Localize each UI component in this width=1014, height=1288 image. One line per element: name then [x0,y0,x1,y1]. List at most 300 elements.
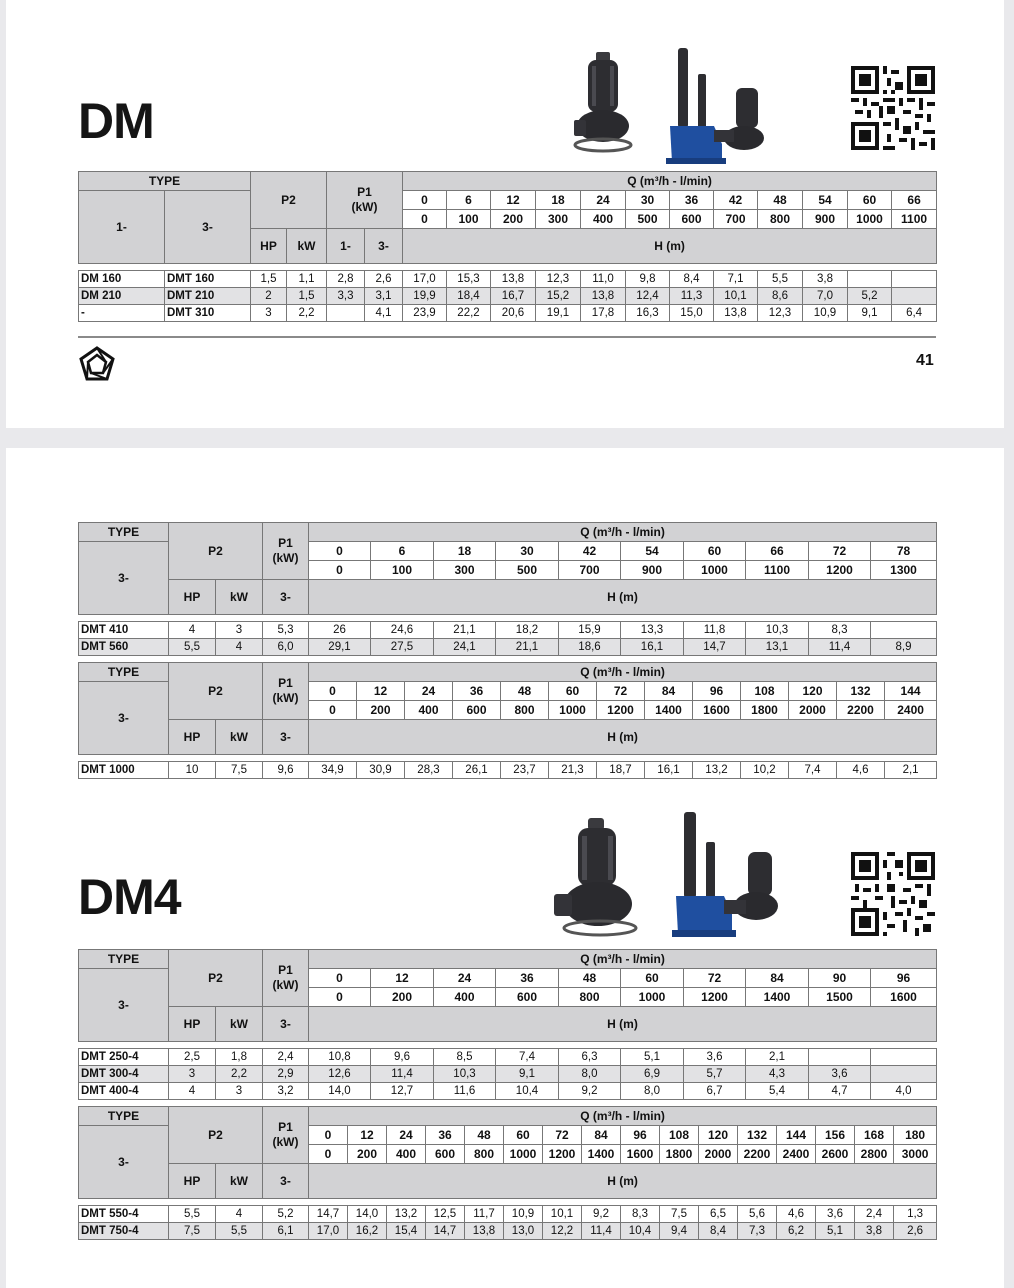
head-value: 3,6 [684,1049,746,1066]
q-lmin-cell: 1000 [504,1145,543,1164]
head-value: 3,8 [855,1223,894,1240]
kw-value: 4 [216,1206,263,1223]
head-value: 23,9 [403,305,447,322]
q-m3h-cell: 60 [549,682,597,701]
head-value: 13,0 [504,1223,543,1240]
head-value: 21,1 [496,639,559,656]
q-m3h-cell: 24 [434,969,496,988]
type-header: TYPE [79,523,169,542]
q-lmin-cell: 700 [714,210,758,229]
head-value: 9,8 [626,271,670,288]
q-lmin-cell: 400 [387,1145,426,1164]
q-m3h-cell: 54 [803,191,848,210]
q-lmin-cell: 500 [626,210,670,229]
q-m3h-cell: 60 [684,542,746,561]
head-value: 7,4 [496,1049,559,1066]
head-value: 5,6 [738,1206,777,1223]
q-lmin-cell: 0 [309,988,371,1007]
p1-three-phase-header: 3- [365,229,403,264]
p1-label: P1 [278,536,293,550]
q-lmin-cell: 0 [403,210,447,229]
head-value: 11,6 [434,1083,496,1100]
q-lmin-cell: 1600 [693,701,741,720]
q-m3h-cell: 6 [447,191,491,210]
model-single-phase: - [79,305,165,322]
kw-header: kW [216,1164,263,1199]
q-lmin-cell: 100 [371,561,434,580]
q-m3h-cell: 36 [426,1126,465,1145]
q-m3h-cell: 72 [809,542,871,561]
q-m3h-cell: 12 [348,1126,387,1145]
hp-header: HP [251,229,287,264]
performance-table-dmt-1000 [78,662,937,779]
p1-unit: (kW) [272,1135,299,1149]
q-lmin-cell: 400 [405,701,453,720]
q-m3h-cell: 30 [626,191,670,210]
q-lmin-cell: 1000 [621,988,684,1007]
table-row [79,622,937,639]
kw-value: 4 [216,639,263,656]
q-lmin-cell: 1200 [543,1145,582,1164]
kw-value: 2,2 [287,305,327,322]
q-m3h-cell: 48 [559,969,621,988]
p1-single-phase-header: 1- [327,229,365,264]
head-value: 22,2 [447,305,491,322]
hp-header: HP [169,1007,216,1042]
head-header: H (m) [309,580,937,615]
p1-label: P1 [278,1120,293,1134]
head-value: 14,0 [348,1206,387,1223]
table-row [79,305,937,322]
q-m3h-cell: 108 [741,682,789,701]
head-value: 11,4 [582,1223,621,1240]
table-row [79,288,937,305]
q-m3h-cell: 84 [645,682,693,701]
q-lmin-cell: 2600 [816,1145,855,1164]
head-value: 10,3 [746,622,809,639]
table-row [79,1223,937,1240]
head-value: 8,5 [434,1049,496,1066]
q-lmin-cell: 1800 [741,701,789,720]
head-value: 12,3 [758,305,803,322]
head-value: 6,5 [699,1206,738,1223]
head-value: 10,1 [543,1206,582,1223]
spacer-row [79,1199,937,1206]
p1-value: 2,9 [263,1066,309,1083]
head-value: 7,3 [738,1223,777,1240]
head-value: 9,1 [848,305,892,322]
q-m3h-cell: 12 [357,682,405,701]
q-lmin-cell: 800 [758,210,803,229]
head-value: 4,7 [809,1083,871,1100]
head-value: 7,1 [714,271,758,288]
three-phase-header: 3- [79,542,169,615]
head-value [871,1066,937,1083]
head-value: 4,0 [871,1083,937,1100]
q-m3h-cell: 60 [504,1126,543,1145]
q-lmin-cell: 1400 [645,701,693,720]
head-value: 18,6 [559,639,621,656]
model-three-phase: DMT 300-4 [79,1066,169,1083]
head-header: H (m) [403,229,937,264]
performance-table-dmt-250-400-4 [78,949,937,1100]
q-lmin-cell: 2800 [855,1145,894,1164]
head-value: 9,2 [582,1206,621,1223]
model-three-phase: DMT 160 [165,271,251,288]
q-lmin-cell: 1200 [809,561,871,580]
kw-value: 1,8 [216,1049,263,1066]
q-m3h-cell: 180 [894,1126,937,1145]
model-three-phase: DMT 1000 [79,762,169,779]
q-lmin-cell: 2400 [885,701,937,720]
hp-header: HP [169,1164,216,1199]
q-m3h-cell: 108 [660,1126,699,1145]
head-value: 14,0 [309,1083,371,1100]
q-lmin-cell: 400 [434,988,496,1007]
q-lmin-cell: 800 [501,701,549,720]
head-value: 20,6 [491,305,536,322]
head-value: 7,5 [660,1206,699,1223]
performance-table-dmt-550-750-4 [78,1106,937,1240]
q-m3h-cell: 84 [746,969,809,988]
type-header: TYPE [79,1107,169,1126]
head-value: 10,8 [309,1049,371,1066]
q-lmin-cell: 2000 [699,1145,738,1164]
kw-value: 7,5 [216,762,263,779]
q-m3h-cell: 0 [309,542,371,561]
head-value: 16,1 [621,639,684,656]
head-value: 12,3 [536,271,581,288]
head-value: 12,2 [543,1223,582,1240]
head-value: 19,1 [536,305,581,322]
head-value: 11,8 [684,622,746,639]
head-value: 18,4 [447,288,491,305]
head-value: 12,4 [626,288,670,305]
head-value: 10,4 [496,1083,559,1100]
p1-label: P1 [278,963,293,977]
kw-header: kW [216,720,263,755]
q-lmin-cell: 1100 [746,561,809,580]
footer-divider [78,336,936,338]
head-value: 16,2 [348,1223,387,1240]
p1-unit: (kW) [272,551,299,565]
head-value: 3,6 [809,1066,871,1083]
kw-value: 1,5 [287,288,327,305]
head-header: H (m) [309,1007,937,1042]
p2-header: P2 [169,1107,263,1164]
p1-value: 5,2 [263,1206,309,1223]
q-m3h-cell: 54 [621,542,684,561]
series-title-dm4: DM4 [78,869,181,925]
head-value: 23,7 [501,762,549,779]
head-value: 34,9 [309,762,357,779]
head-value: 16,7 [491,288,536,305]
head-value: 6,4 [892,305,937,322]
head-value: 13,2 [693,762,741,779]
performance-table-dmt-410-560 [78,522,937,656]
q-lmin-cell: 600 [496,988,559,1007]
head-value: 11,4 [809,639,871,656]
q-m3h-cell: 96 [621,1126,660,1145]
head-value: 21,3 [549,762,597,779]
head-value: 24,1 [434,639,496,656]
q-m3h-cell: 18 [434,542,496,561]
p1-value: 6,1 [263,1223,309,1240]
p1-value: 2,6 [365,271,403,288]
head-value: 8,0 [621,1083,684,1100]
type-header: TYPE [79,663,169,682]
table-row [79,1206,937,1223]
q-lmin-cell: 300 [536,210,581,229]
head-value: 5,1 [621,1049,684,1066]
q-m3h-cell: 60 [621,969,684,988]
head-value: 13,8 [491,271,536,288]
head-value: 2,1 [885,762,937,779]
head-value: 8,9 [871,639,937,656]
q-m3h-cell: 30 [496,542,559,561]
flow-header: Q (m³/h - l/min) [309,663,937,682]
head-value: 10,9 [803,305,848,322]
head-value: 10,3 [434,1066,496,1083]
q-lmin-cell: 800 [465,1145,504,1164]
q-m3h-cell: 48 [501,682,549,701]
type-header: TYPE [79,950,169,969]
head-value: 3,8 [803,271,848,288]
q-m3h-cell: 42 [714,191,758,210]
q-lmin-cell: 0 [309,561,371,580]
p1-three-phase-header: 3- [263,1164,309,1199]
head-value: 4,6 [837,762,885,779]
head-value: 5,5 [758,271,803,288]
head-value: 12,6 [309,1066,371,1083]
head-value: 24,6 [371,622,434,639]
p1-label: P1 [357,185,372,199]
q-lmin-cell: 600 [670,210,714,229]
q-m3h-cell: 120 [789,682,837,701]
q-m3h-cell: 48 [758,191,803,210]
head-value: 9,1 [496,1066,559,1083]
head-value: 26,1 [453,762,501,779]
p1-value [327,305,365,322]
q-lmin-cell: 600 [426,1145,465,1164]
head-value: 28,3 [405,762,453,779]
model-three-phase: DMT 560 [79,639,169,656]
q-m3h-cell: 72 [597,682,645,701]
p1-header [263,1107,309,1164]
head-value: 6,9 [621,1066,684,1083]
q-lmin-cell: 2400 [777,1145,816,1164]
hp-value: 2 [251,288,287,305]
head-value: 26 [309,622,371,639]
q-m3h-cell: 36 [453,682,501,701]
head-value: 13,8 [581,288,626,305]
kw-value: 3 [216,622,263,639]
model-three-phase: DMT 550-4 [79,1206,169,1223]
head-value: 13,8 [714,305,758,322]
q-lmin-cell: 1800 [660,1145,699,1164]
q-m3h-cell: 24 [387,1126,426,1145]
table-row [79,639,937,656]
head-value [871,1049,937,1066]
hp-value: 2,5 [169,1049,216,1066]
q-lmin-cell: 200 [357,701,405,720]
q-lmin-cell: 1200 [684,988,746,1007]
q-m3h-cell: 72 [684,969,746,988]
flow-header: Q (m³/h - l/min) [309,950,937,969]
table-row [79,1049,937,1066]
head-value: 8,3 [809,622,871,639]
q-m3h-cell: 12 [491,191,536,210]
p1-three-phase-header: 3- [263,580,309,615]
q-lmin-cell: 1600 [871,988,937,1007]
hp-value: 1,5 [251,271,287,288]
q-m3h-cell: 0 [309,682,357,701]
head-value: 10,4 [621,1223,660,1240]
catalog-page-42 [6,448,1004,1288]
performance-table-dm [78,171,937,322]
p1-unit: (kW) [272,691,299,705]
q-lmin-cell: 1400 [582,1145,621,1164]
p2-header: P2 [251,172,327,229]
three-phase-header: 3- [79,969,169,1042]
p1-value: 5,3 [263,622,309,639]
head-value: 9,6 [371,1049,434,1066]
q-m3h-cell: 96 [871,969,937,988]
head-value: 13,8 [465,1223,504,1240]
q-lmin-cell: 1500 [809,988,871,1007]
head-value: 4,6 [777,1206,816,1223]
head-value: 8,4 [699,1223,738,1240]
head-value: 21,1 [434,622,496,639]
single-phase-header: 1- [79,191,165,264]
q-lmin-cell: 700 [559,561,621,580]
brand-logo-icon [78,346,116,382]
q-m3h-cell: 66 [892,191,937,210]
q-m3h-cell: 42 [559,542,621,561]
q-lmin-cell: 0 [309,1145,348,1164]
q-m3h-cell: 120 [699,1126,738,1145]
head-value: 15,4 [387,1223,426,1240]
q-lmin-cell: 1000 [848,210,892,229]
q-lmin-cell: 1000 [684,561,746,580]
page-number: 41 [916,352,934,369]
p1-value: 9,6 [263,762,309,779]
head-value: 27,5 [371,639,434,656]
table-row [79,762,937,779]
qr-code[interactable] [851,66,935,150]
p1-value: 2,4 [263,1049,309,1066]
head-value: 7,0 [803,288,848,305]
p1-header [263,523,309,580]
head-value: 15,3 [447,271,491,288]
hp-value: 4 [169,1083,216,1100]
q-m3h-cell: 60 [848,191,892,210]
p2-header: P2 [169,523,263,580]
head-value: 1,3 [894,1206,937,1223]
head-value: 18,2 [496,622,559,639]
hp-value: 5,5 [169,639,216,656]
q-lmin-cell: 1400 [746,988,809,1007]
q-lmin-cell: 300 [434,561,496,580]
head-value: 6,2 [777,1223,816,1240]
hp-value: 3 [169,1066,216,1083]
table-row [79,271,937,288]
q-lmin-cell: 200 [491,210,536,229]
head-value: 14,7 [426,1223,465,1240]
pump-installation-image-dm [662,44,766,166]
head-value: 5,2 [848,288,892,305]
q-lmin-cell: 500 [496,561,559,580]
q-m3h-cell: 132 [738,1126,777,1145]
qr-code[interactable] [851,852,935,936]
flow-header: Q (m³/h - l/min) [309,523,937,542]
q-m3h-cell: 156 [816,1126,855,1145]
head-value: 16,1 [645,762,693,779]
pump-installation-image-dm4 [670,808,782,938]
model-single-phase: DM 160 [79,271,165,288]
head-value [848,271,892,288]
head-value: 10,2 [741,762,789,779]
q-m3h-cell: 168 [855,1126,894,1145]
q-m3h-cell: 48 [465,1126,504,1145]
p1-unit: (kW) [272,978,299,992]
head-value: 8,4 [670,271,714,288]
q-lmin-cell: 1100 [892,210,937,229]
head-value: 8,6 [758,288,803,305]
hp-value: 3 [251,305,287,322]
type-header: TYPE [79,172,251,191]
head-value: 9,4 [660,1223,699,1240]
q-m3h-cell: 0 [309,969,371,988]
head-value: 9,2 [559,1083,621,1100]
kw-value: 5,5 [216,1223,263,1240]
model-three-phase: DMT 410 [79,622,169,639]
q-lmin-cell: 400 [581,210,626,229]
kw-value: 2,2 [216,1066,263,1083]
head-value: 14,7 [684,639,746,656]
q-m3h-cell: 18 [536,191,581,210]
three-phase-header: 3- [79,682,169,755]
p1-unit: (kW) [351,200,378,214]
hp-value: 5,5 [169,1206,216,1223]
head-value: 11,0 [581,271,626,288]
q-lmin-cell: 2200 [738,1145,777,1164]
head-value: 2,4 [855,1206,894,1223]
p1-three-phase-header: 3- [263,1007,309,1042]
p1-header [263,663,309,720]
p1-value: 3,1 [365,288,403,305]
head-value [809,1049,871,1066]
head-value: 29,1 [309,639,371,656]
q-lmin-cell: 200 [348,1145,387,1164]
p1-label: P1 [278,676,293,690]
hp-value: 4 [169,622,216,639]
p1-value: 6,0 [263,639,309,656]
q-lmin-cell: 1600 [621,1145,660,1164]
q-lmin-cell: 1200 [597,701,645,720]
p1-value: 3,2 [263,1083,309,1100]
hp-header: HP [169,580,216,615]
head-value: 11,3 [670,288,714,305]
series-title-dm: DM [78,93,154,149]
q-m3h-cell: 144 [777,1126,816,1145]
head-value: 30,9 [357,762,405,779]
head-value: 17,0 [403,271,447,288]
model-three-phase: DMT 310 [165,305,251,322]
catalog-page-41 [6,0,1004,428]
p1-header [327,172,403,229]
q-lmin-cell: 100 [447,210,491,229]
